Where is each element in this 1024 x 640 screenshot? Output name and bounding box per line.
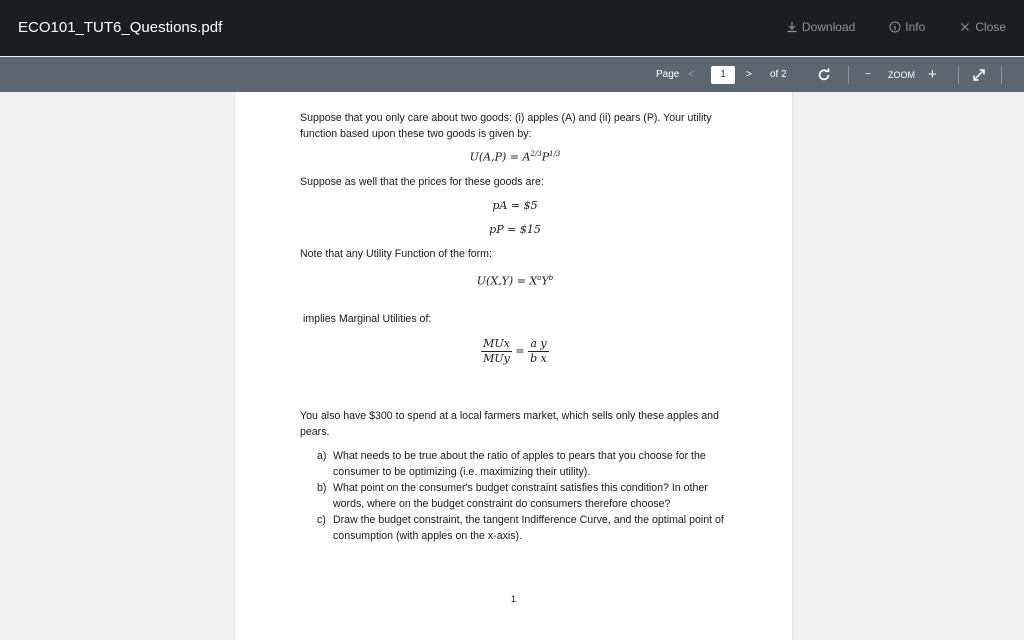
mu-fraction [481,337,512,366]
toolbar-divider [848,66,849,84]
document-title: ECO101_TUT6_Questions.pdf [18,19,223,36]
close-button[interactable] [959,20,1006,34]
prices-paragraph: Suppose as well that the prices for these goods are: [300,175,544,188]
download-icon [786,21,798,33]
rotate-button[interactable] [817,57,831,92]
question-text: What point on the consumer's budget constraint satisfies this condition? In other words, where on the budget constraint do consumers therefore choose? [333,482,708,511]
equals-sign: = [515,344,525,358]
zoom-in-button[interactable]: + [928,66,937,83]
viewer-toolbar [0,57,1024,92]
expand-icon [972,68,986,82]
general-exp-x: a [537,273,542,282]
page-label: Page [656,69,680,80]
toolbar-divider [958,66,959,84]
info-label: Info [905,20,926,34]
top-actions [786,20,1006,34]
utility-eq-p: P [541,150,550,164]
utility-equation [300,146,730,166]
question-marker: a) [317,450,327,463]
question-text: Draw the budget constraint, the tangent Indifference Curve, and the optimal point of consumption (with apples on the x-axis). [333,514,724,543]
mu-denominator: MUy [483,352,510,366]
marginal-utility-ratio [300,337,730,366]
toolbar-divider [1001,66,1002,84]
ratio-denominator: b x [530,352,547,366]
note-paragraph: Note that any Utility Function of the form: [300,247,492,260]
zoom-label: ZOOM [888,69,915,80]
page-number-box [711,57,735,92]
page-number-input[interactable] [711,66,735,84]
question-item [300,480,730,512]
close-icon [959,21,971,33]
page-count: of 2 [770,69,787,80]
page-number: 1 [510,594,516,604]
question-marker: c) [317,514,326,527]
marginal-utilities-paragraph: implies Marginal Utilities of: [303,313,432,326]
top-bar [0,0,1024,56]
close-label: Close [975,20,1006,34]
download-label: Download [801,20,856,34]
price-apples: pA = $5 [492,198,538,212]
pdf-page [234,92,793,640]
ratio-fraction [528,337,549,366]
question-marker: b) [317,482,327,495]
intro-paragraph: Suppose that you only care about two goods: (i) apples (A) and (ii) pears (P). Your utility function based upon these two goods is given by: [300,112,712,140]
mu-numerator: MUx [483,337,510,351]
question-text: What needs to be true about the ratio of apples to pears that you choose for the consumer to be optimizing (i.e. maximizing their utility). [333,450,706,479]
general-utility-equation [300,270,730,290]
rotate-icon [817,68,831,82]
previous-page-button[interactable]: < [688,69,694,80]
general-exp-y: b [548,273,554,282]
budget-paragraph: You also have $300 to spend at a local farmers market, which sells only these apples and pears. [300,410,719,439]
fullscreen-button[interactable] [972,57,986,92]
utility-exp-p: 1/3 [549,150,561,158]
utility-eq-base: U(A,P) = A [469,150,531,164]
ratio-numerator: a y [528,337,549,352]
question-item [300,448,730,480]
utility-exp-a: 2/3 [530,150,542,158]
page-content [300,110,730,544]
general-eq-y: Y [541,274,549,288]
zoom-out-button[interactable]: − [865,69,871,80]
next-page-button[interactable]: > [746,69,752,80]
price-pears: pP = $15 [489,222,541,236]
questions-list [300,448,730,544]
question-item [300,512,730,544]
info-button[interactable] [889,20,925,34]
info-icon [889,21,901,33]
download-button[interactable] [786,20,855,34]
general-eq-base: U(X,Y) = X [476,274,538,288]
